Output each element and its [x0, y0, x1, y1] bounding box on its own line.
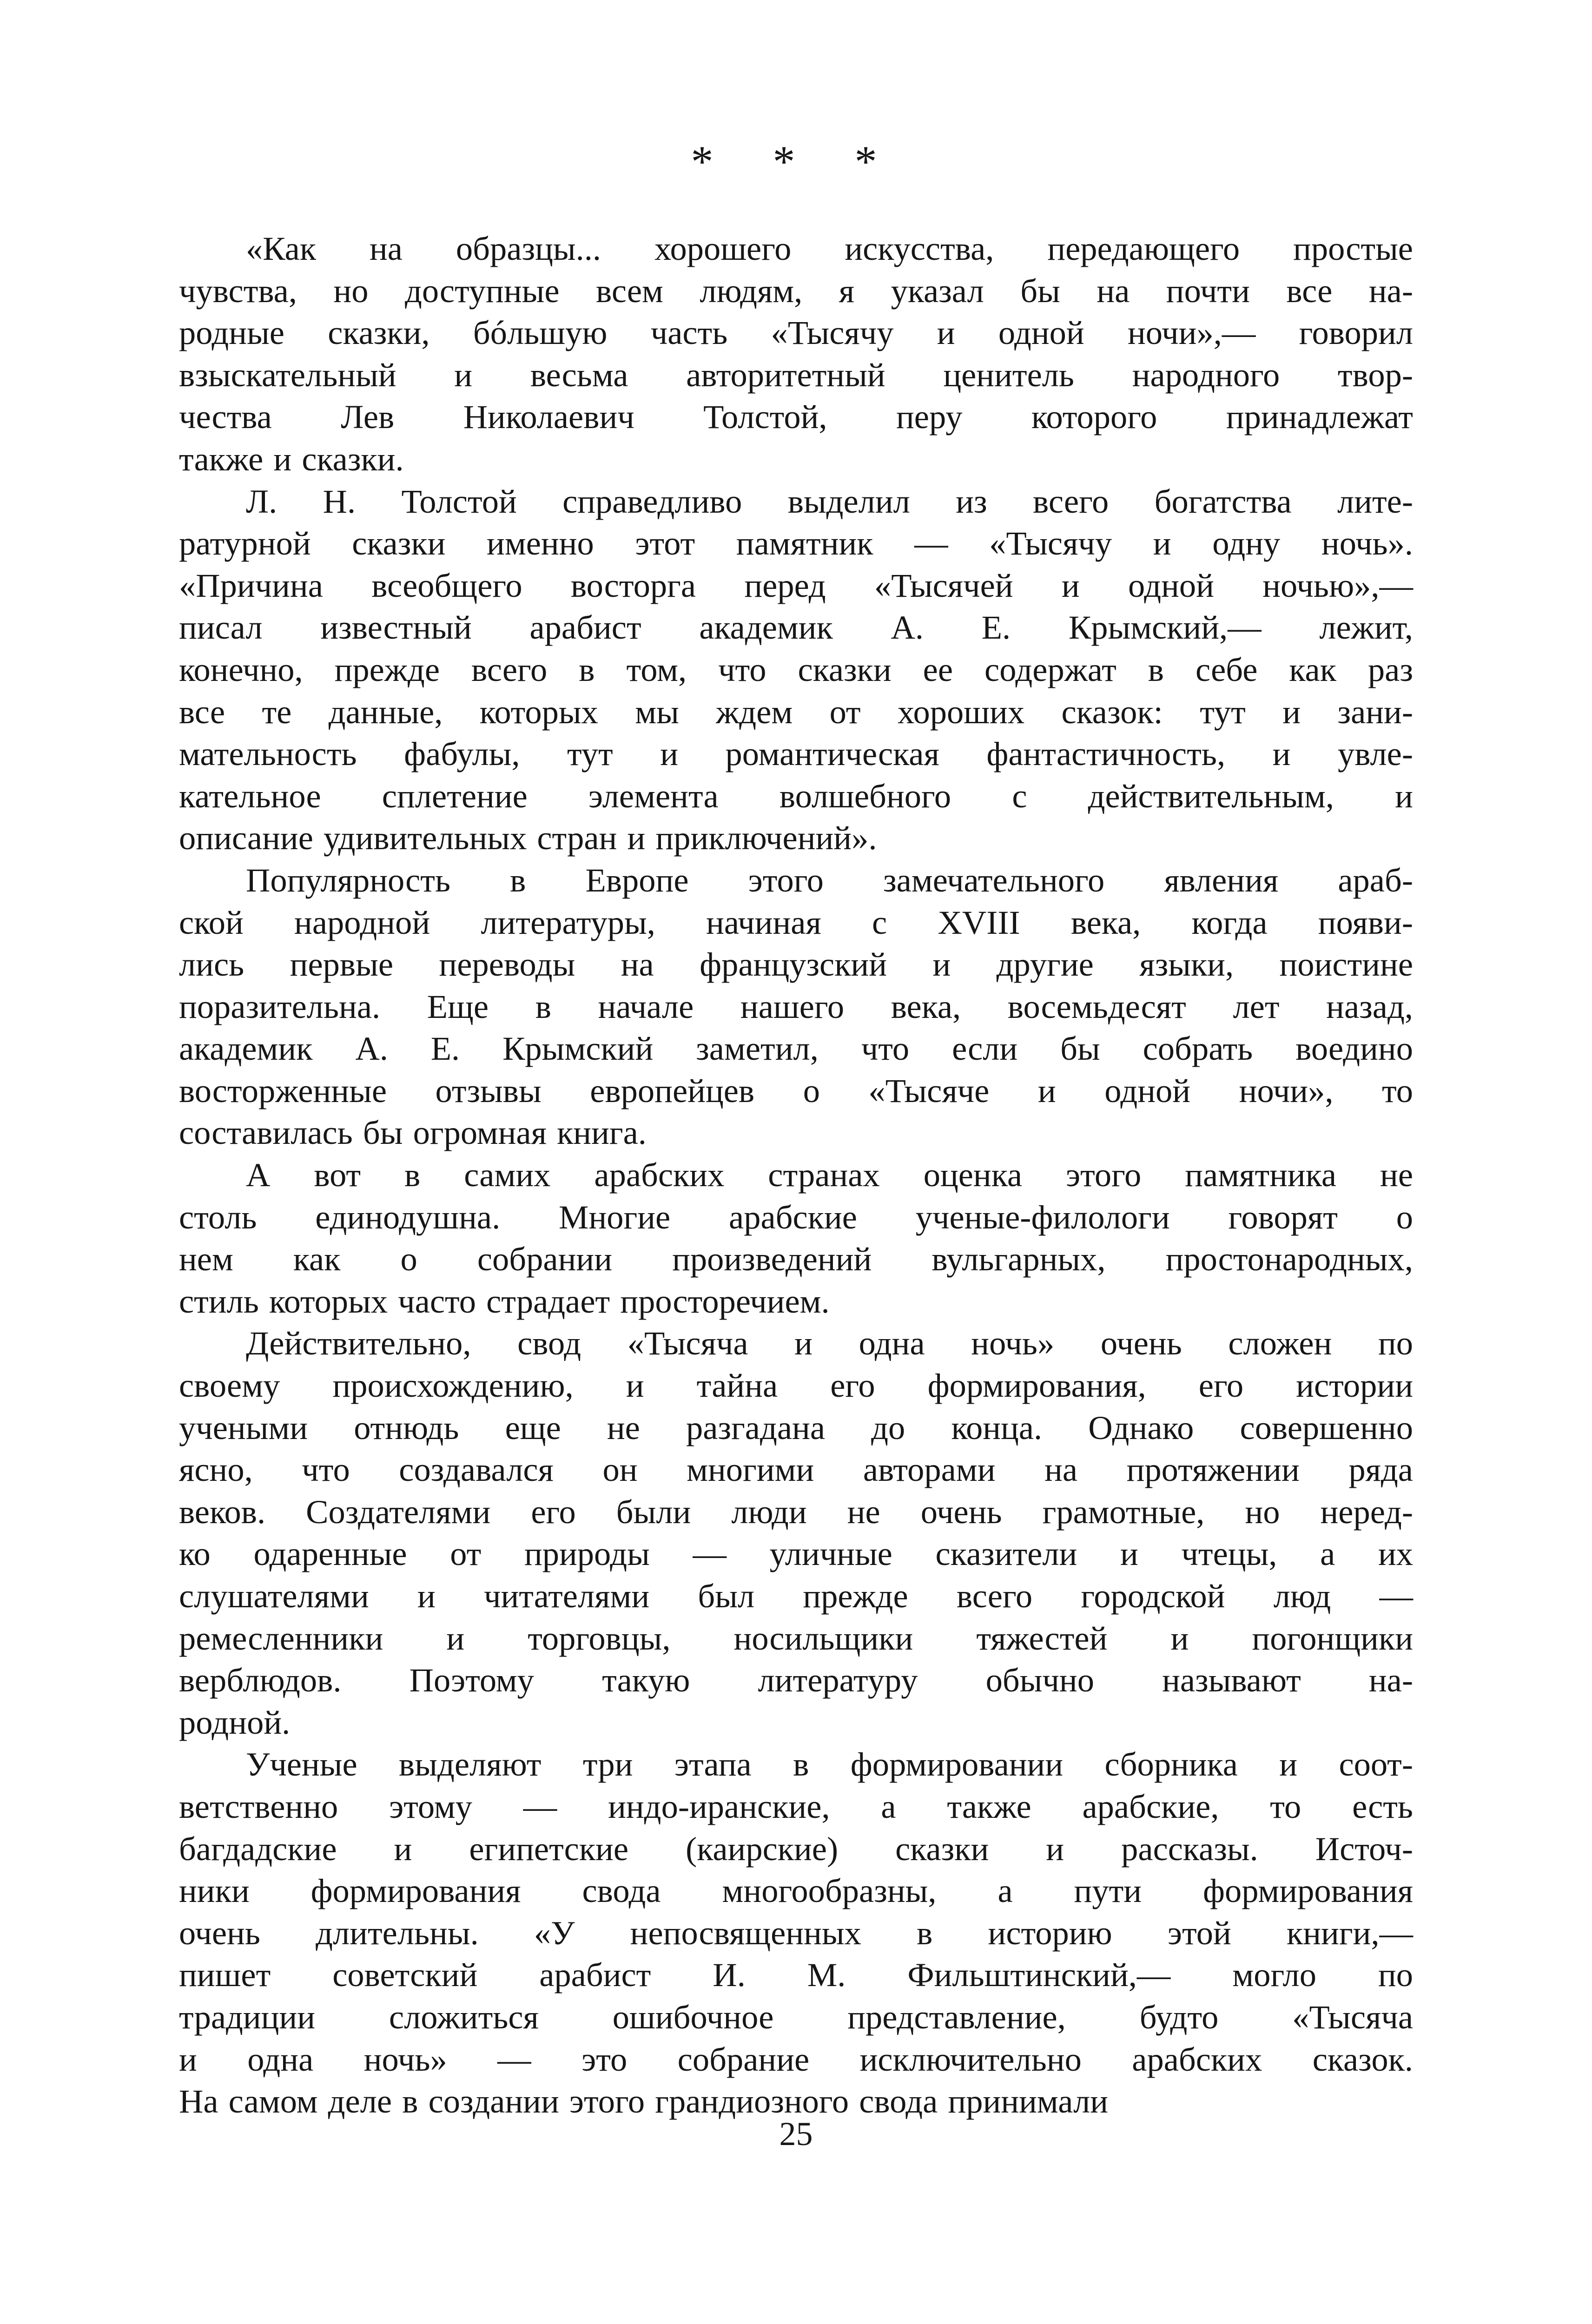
text-line: столь единодушна. Многие арабские ученые-филологи говорят о: [179, 1198, 1413, 1236]
text-line: также и сказки.: [179, 440, 404, 478]
text-line: На самом деле в создании этого грандиозного свода принимали: [179, 2082, 1109, 2120]
text-line: своему происхождению, и тайна его формирования, его истории: [179, 1367, 1413, 1405]
paragraph: [179, 481, 1413, 859]
text-line: взыскательный и весьма авторитетный ценитель народного твор-: [179, 356, 1413, 394]
text-line: писал известный арабист академик А. Е. Крымский,— лежит,: [179, 608, 1413, 647]
text-line: ветственно этому — индо-иранские, а также арабские, то есть: [179, 1787, 1413, 1825]
text-line: ской народной литературы, начиная с XVIII века, когда появи-: [179, 903, 1413, 941]
text-line: ники формирования свода многообразны, а пути формирования: [179, 1872, 1413, 1910]
body-text: [179, 228, 1413, 2123]
text-line: восторженные отзывы европейцев о «Тысяче и одной ночи», то: [179, 1071, 1413, 1109]
text-line: чества Лев Николаевич Толстой, перу которого принадлежат: [179, 398, 1413, 436]
text-line: поразительна. Еще в начале нашего века, восемьдесят лет назад,: [179, 987, 1413, 1025]
text-line: чувства, но доступные всем людям, я указал бы на почти все на-: [179, 271, 1413, 310]
text-line: слушателями и читателями был прежде всего городской люд —: [179, 1577, 1413, 1615]
text-line: багдадские и египетские (каирские) сказки и рассказы. Источ-: [179, 1829, 1413, 1868]
text-line: стиль которых часто страдает просторечием.: [179, 1282, 830, 1320]
text-line: конечно, прежде всего в том, что сказки ее содержат в себе как раз: [179, 650, 1413, 688]
text-line: учеными отнюдь еще не разгадана до конца. Однако совершенно: [179, 1408, 1413, 1446]
paragraph: [179, 1322, 1413, 1743]
paragraph: [179, 859, 1413, 1154]
page-number: 25: [779, 2115, 813, 2152]
text-line: ко одаренные от природы — уличные сказители и чтецы, а их: [179, 1535, 1413, 1573]
text-line: и одна ночь» — это собрание исключительно арабских сказок.: [179, 2040, 1413, 2078]
text-line: лись первые переводы на французский и другие языки, поистине: [179, 945, 1413, 984]
text-line: ратурной сказки именно этот памятник — «Тысячу и одну ночь».: [179, 524, 1413, 562]
text-line: родные сказки, бóльшую часть «Тысячу и одной ночи»,— говорил: [179, 314, 1413, 352]
book-page: [179, 0, 1413, 2324]
text-line: ясно, что создавался он многими авторами на протяжении ряда: [179, 1451, 1413, 1489]
paragraph: [179, 1743, 1413, 2122]
text-line: все те данные, которых мы ждем от хороших сказок: тут и зани-: [179, 693, 1413, 731]
text-line: Ученые выделяют три этапа в формировании сборника и соот-: [246, 1745, 1413, 1783]
text-line: очень длительны. «У непосвященных в историю этой книги,—: [179, 1914, 1413, 1952]
text-line: академик А. Е. Крымский заметил, что если бы собрать воедино: [179, 1030, 1413, 1068]
paragraph: [179, 1154, 1413, 1322]
text-line: традиции сложиться ошибочное представление, будто «Тысяча: [179, 1998, 1413, 2036]
text-line: мательность фабулы, тут и романтическая фантастичность, и увле-: [179, 735, 1413, 773]
text-line: родной.: [179, 1703, 291, 1741]
text-line: верблюдов. Поэтому такую литературу обычно называют на-: [179, 1661, 1413, 1699]
text-line: пишет советский арабист И. М. Фильштинский,— могло по: [179, 1956, 1413, 1994]
paragraph: [179, 228, 1413, 481]
text-line: Действительно, свод «Тысяча и одна ночь» очень сложен по: [246, 1324, 1413, 1362]
text-line: А вот в самих арабских странах оценка этого памятника не: [246, 1156, 1413, 1194]
text-line: кательное сплетение элемента волшебного с действительным, и: [179, 777, 1413, 815]
text-line: ремесленники и торговцы, носильщики тяжестей и погонщики: [179, 1619, 1413, 1657]
text-line: «Как на образцы... хорошего искусства, передающего простые: [246, 230, 1413, 267]
section-ornament: * * *: [691, 137, 901, 186]
text-line: составилась бы огромная книга.: [179, 1114, 647, 1152]
text-line: Популярность в Европе этого замечательного явления араб-: [246, 861, 1413, 899]
text-line: Л. Н. Толстой справедливо выделил из всего богатства лите-: [246, 482, 1413, 520]
text-line: описание удивительных стран и приключений».: [179, 819, 877, 857]
text-line: «Причина всеобщего восторга перед «Тысячей и одной ночью»,—: [179, 566, 1413, 604]
text-line: нем как о собрании произведений вульгарных, простонародных,: [179, 1240, 1413, 1278]
text-line: веков. Создателями его были люди не очень грамотные, но неред-: [179, 1492, 1413, 1531]
